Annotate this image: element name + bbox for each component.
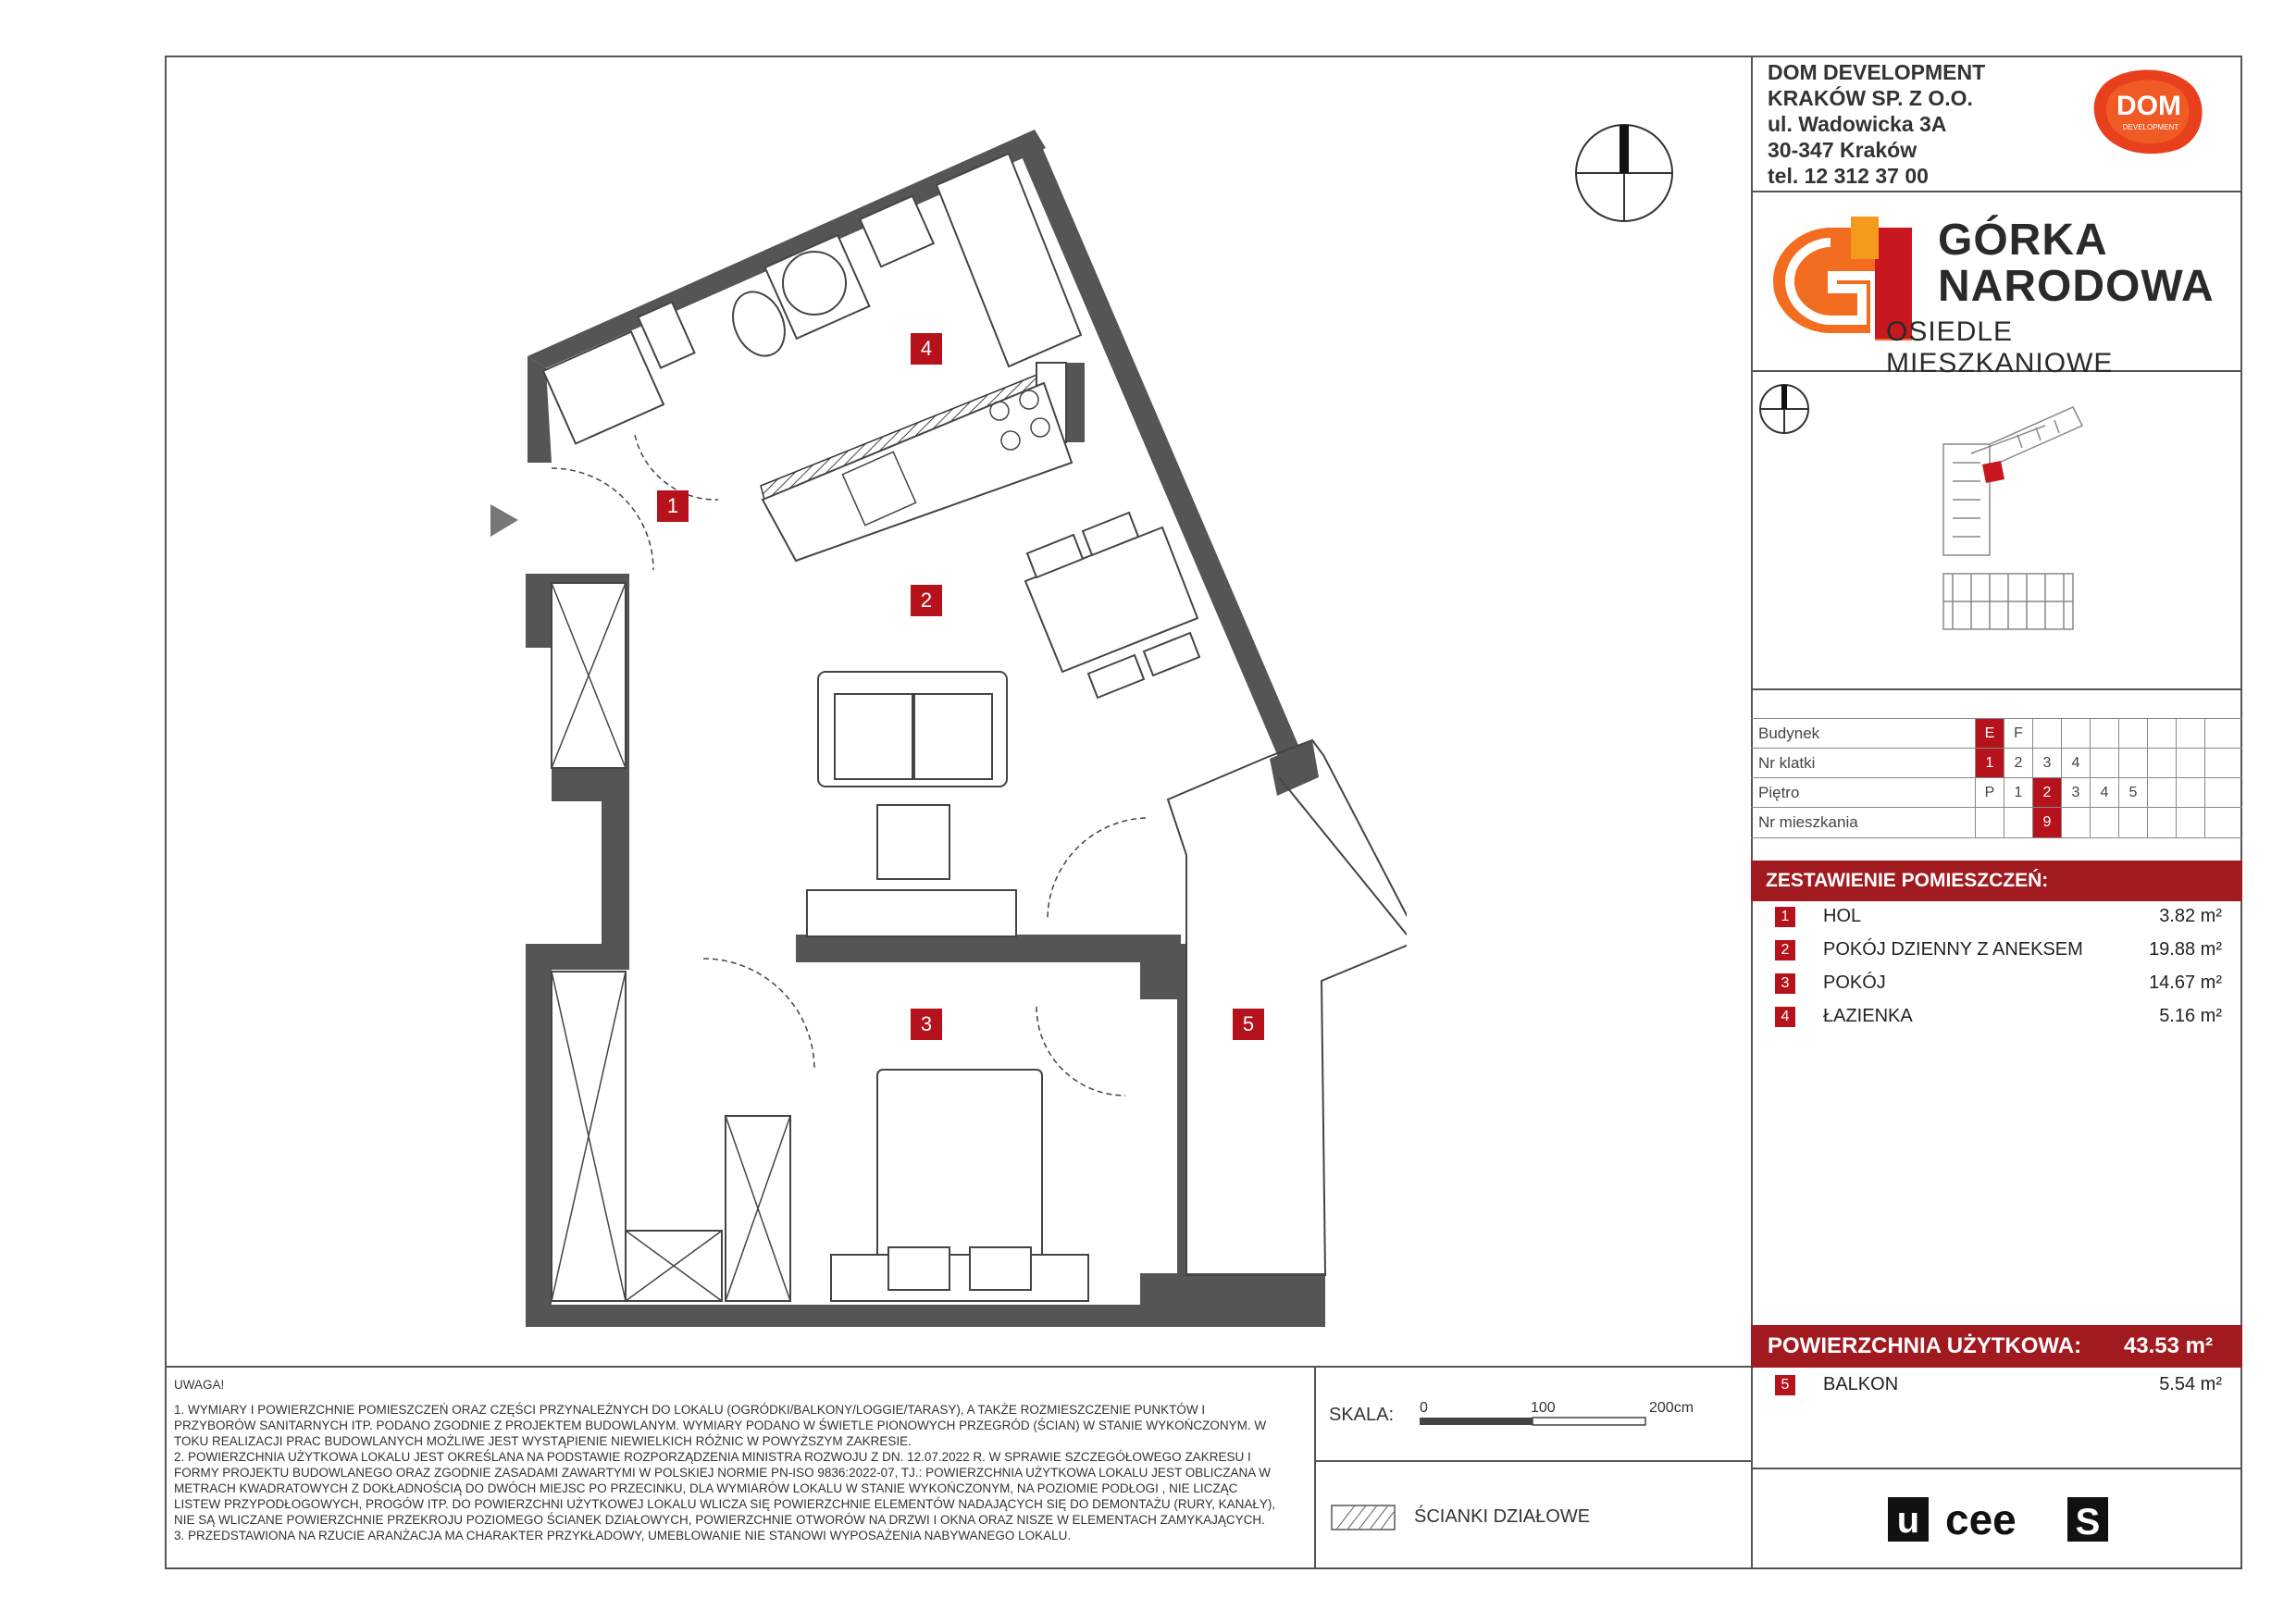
param-cell <box>2061 808 2090 837</box>
logo-subtext: DEVELOPMENT <box>2122 123 2179 131</box>
north-arrow-icon <box>1573 122 1675 224</box>
svg-text:S: S <box>2075 1502 2101 1542</box>
param-label: Piętro <box>1758 784 1800 801</box>
param-label: Budynek <box>1758 725 1820 742</box>
param-cell <box>2090 719 2118 749</box>
param-cell <box>2118 749 2147 778</box>
param-cell-selected: 1 <box>1975 749 2004 778</box>
partition-wall-hatch-icon <box>1331 1505 1396 1530</box>
param-label: Nr klatki <box>1758 754 1816 772</box>
room-marker-5: 5 <box>1233 1009 1264 1040</box>
room-marker-2: 2 <box>911 585 942 616</box>
param-cell: 4 <box>2061 749 2090 778</box>
room-number-badge: 2 <box>1775 940 1795 960</box>
brand-subtitle: OSIEDLE MIESZKANIOWE <box>1886 316 2114 378</box>
room-row <box>1751 901 2242 935</box>
note-3: 3. PRZEDSTAWIONA NA RZUCIE ARANŻACJA MA CHARAKTER PRZYKŁADOWY, UMEBLOWANIE NIE STANOWI WYPOSAŻENIA NABYWANEGO LOKALU. <box>174 1529 1072 1542</box>
company-name-2: KRAKÓW SP. Z O.O. <box>1768 86 1973 110</box>
param-cell <box>2090 749 2118 778</box>
param-cell <box>2004 808 2032 837</box>
param-cell <box>2176 749 2204 778</box>
room-name: BALKON <box>1823 1374 1899 1394</box>
balcony-row <box>1751 1369 2242 1403</box>
param-cell: 3 <box>2032 749 2061 778</box>
param-cell <box>2061 719 2090 749</box>
param-cell <box>2176 719 2204 749</box>
param-cell: 4 <box>2090 778 2118 808</box>
param-cell <box>2147 749 2176 778</box>
legend-divider-h <box>1314 1460 1753 1462</box>
room-row <box>1751 968 2242 1001</box>
room-row <box>1751 935 2242 968</box>
room-number-badge: 5 <box>1775 1375 1795 1395</box>
param-cell: 1 <box>2004 778 2032 808</box>
room-number-badge: 3 <box>1775 973 1795 994</box>
scale-bar <box>1414 1395 1710 1442</box>
room-name: POKÓJ DZIENNY Z ANEKSEM <box>1823 939 2083 960</box>
note-2: 2. POWIERZCHNIA UŻYTKOWA LOKALU JEST OKREŚLANA NA PODSTAWIE ROZPORZĄDZENIA MINISTRA ROZWOJU Z DN. 12.07.2022 R. W SPRAWIE SZCZEGÓŁOWEGO ZAKRESU I FORMY PROJEKTU BUDOWLANEGO ORAZ ZGODNIE ZASADAMI ZAWARTYMI W POLSKIEJ NORMIE PN-ISO 9836:2022-07, TJ.: POWIERZCHNIA UŻYTKOWA LOKALU JEST OBLICZANA W METRACH KWADRATOWYCH Z DOKŁADNOŚCIĄ DO DWÓCH MIEJSC PO PRZECINKU, DLA WYMIARÓW LOKALU W STANIE WYKOŃCZONYM, NA POZIOMIE PODŁOGI , NIE LICZĄC LISTEW PRZYPODŁOGOWYCH, PROGÓW ITP. DO POWIERZCHNI UŻYTKOWEJ LOKALU WLICZA SIĘ POWIERZCHNIE ELEMENTÓW NADAJĄCYCH SIĘ DO DEMONTAŻU (RURY, KANAŁY), NIE SĄ WLICZANE POWIERZCHNIE PRZEKROJU POZIOMEGO ŚCIANEK DZIAŁOWYCH, POWIERZCHNIE OTWORÓW NA DRZWI I OKNA ORAZ NISZE W ELEMENTACH ZAMYKAJĄCYCH. <box>174 1450 1276 1527</box>
building-key-plan <box>1934 389 2091 638</box>
usable-area-label: POWIERZCHNIA UŻYTKOWA: <box>1768 1333 2082 1358</box>
company-name: DOM DEVELOPMENT <box>1768 60 1986 84</box>
legend-divider <box>1314 1366 1316 1569</box>
param-cell: F <box>2004 719 2032 749</box>
param-cell-selected: E <box>1975 719 2004 749</box>
param-cell <box>2032 719 2061 749</box>
room-number-badge: 1 <box>1775 907 1795 927</box>
apartment-floor-plan <box>481 120 1407 1342</box>
company-city: 30-347 Kraków <box>1768 138 1917 162</box>
room-number-badge: 4 <box>1775 1007 1795 1027</box>
room-area: 5.54 m² <box>2159 1374 2222 1394</box>
usable-area-total <box>1751 1325 2242 1368</box>
param-cell <box>2118 719 2147 749</box>
svg-text:cee: cee <box>1945 1495 2017 1543</box>
room-marker-3: 3 <box>911 1009 942 1040</box>
param-cell <box>1975 808 2004 837</box>
param-row-building <box>1751 718 2242 749</box>
ucees-logo-text: uceeS <box>1888 1493 1891 1494</box>
ucees-logo <box>1888 1493 2110 1545</box>
param-cell <box>2147 778 2176 808</box>
room-area: 3.82 m² <box>2159 906 2222 926</box>
notes-heading: UWAGA! <box>174 1378 225 1392</box>
note-1: 1. WYMIARY I POWIERZCHNIE POMIESZCZEŃ ORAZ CZĘŚCI PRZYNALEŻNYCH DO LOKALU (OGRÓDKI/BALKONY/LOGGIE/TARASY), A TAKŻE ROZMIESZCZENIE PUNKTÓW I PRZYBORÓW SANITARNYCH ITP. PODANO ZGODNIE Z PROJEKTEM BUDOWLANYM. WYMIARY PODANO W ŚWIETLE PIONOWYCH PRZEGRÓD (ŚCIAN) W STANIE WYKOŃCZONYM. W TOKU REALIZACJI PRAC BUDOWLANYCH MOŻLIWE JEST WYSTĄPIENIE NIEWIELKICH RÓŻNIC W POWYŻSZYM ZAKRESIE. <box>174 1403 1267 1448</box>
disclaimer-notes <box>174 1377 1285 1543</box>
param-cell <box>2204 719 2233 749</box>
param-cell-selected: 9 <box>2032 808 2061 837</box>
room-row <box>1751 1001 2242 1035</box>
room-name: ŁAZIENKA <box>1823 1006 1913 1026</box>
scale-tick-100: 100 <box>1531 1400 1556 1416</box>
north-arrow-small-icon <box>1758 383 1810 435</box>
param-cell <box>2118 808 2147 837</box>
room-marker-4: 4 <box>911 333 942 365</box>
param-cell <box>2090 808 2118 837</box>
param-cell <box>2147 719 2176 749</box>
scale-label: SKALA: <box>1329 1405 1395 1425</box>
param-cell: 5 <box>2118 778 2147 808</box>
room-area: 19.88 m² <box>2149 939 2222 960</box>
company-street: ul. Wadowicka 3A <box>1768 112 1947 136</box>
room-name: HOL <box>1823 906 1862 926</box>
room-area: 14.67 m² <box>2149 973 2222 993</box>
divider <box>1751 1468 2242 1469</box>
param-cell: 3 <box>2061 778 2090 808</box>
room-name: POKÓJ <box>1823 973 1886 993</box>
rooms-summary-heading: ZESTAWIENIE POMIESZCZEŃ: <box>1751 861 2242 901</box>
dom-development-logo <box>2091 67 2206 155</box>
partition-wall-label: ŚCIANKI DZIAŁOWE <box>1414 1506 1591 1527</box>
room-area: 5.16 m² <box>2159 1006 2222 1026</box>
param-cell-selected: 2 <box>2032 778 2061 808</box>
company-info <box>1768 59 1985 189</box>
brand-title-1: GÓRKA <box>1938 216 2108 265</box>
param-cell <box>2176 808 2204 837</box>
logo-text: DOM <box>2116 91 2181 121</box>
param-row-floor <box>1751 777 2242 808</box>
svg-text:u: u <box>1896 1500 1920 1541</box>
param-cell: P <box>1975 778 2004 808</box>
param-cell <box>2204 808 2233 837</box>
room-marker-1: 1 <box>657 490 689 522</box>
param-cell <box>2147 808 2176 837</box>
param-row-apartment <box>1751 807 2242 838</box>
notes-divider <box>165 1366 1753 1368</box>
company-phone: tel. 12 312 37 00 <box>1768 164 1929 188</box>
scale-tick-200: 200cm <box>1649 1400 1694 1416</box>
param-label: Nr mieszkania <box>1758 813 1858 831</box>
param-cell <box>2204 778 2233 808</box>
param-cell: 2 <box>2004 749 2032 778</box>
param-cell <box>2204 749 2233 778</box>
scale-tick-0: 0 <box>1420 1400 1428 1416</box>
brand-title-2: NARODOWA <box>1938 262 2215 311</box>
param-row-stairwell <box>1751 748 2242 778</box>
project-brand <box>1773 211 2217 378</box>
usable-area-value: 43.53 m² <box>2123 1333 2213 1358</box>
param-cell <box>2176 778 2204 808</box>
divider <box>1751 688 2242 690</box>
divider <box>1751 191 2242 192</box>
